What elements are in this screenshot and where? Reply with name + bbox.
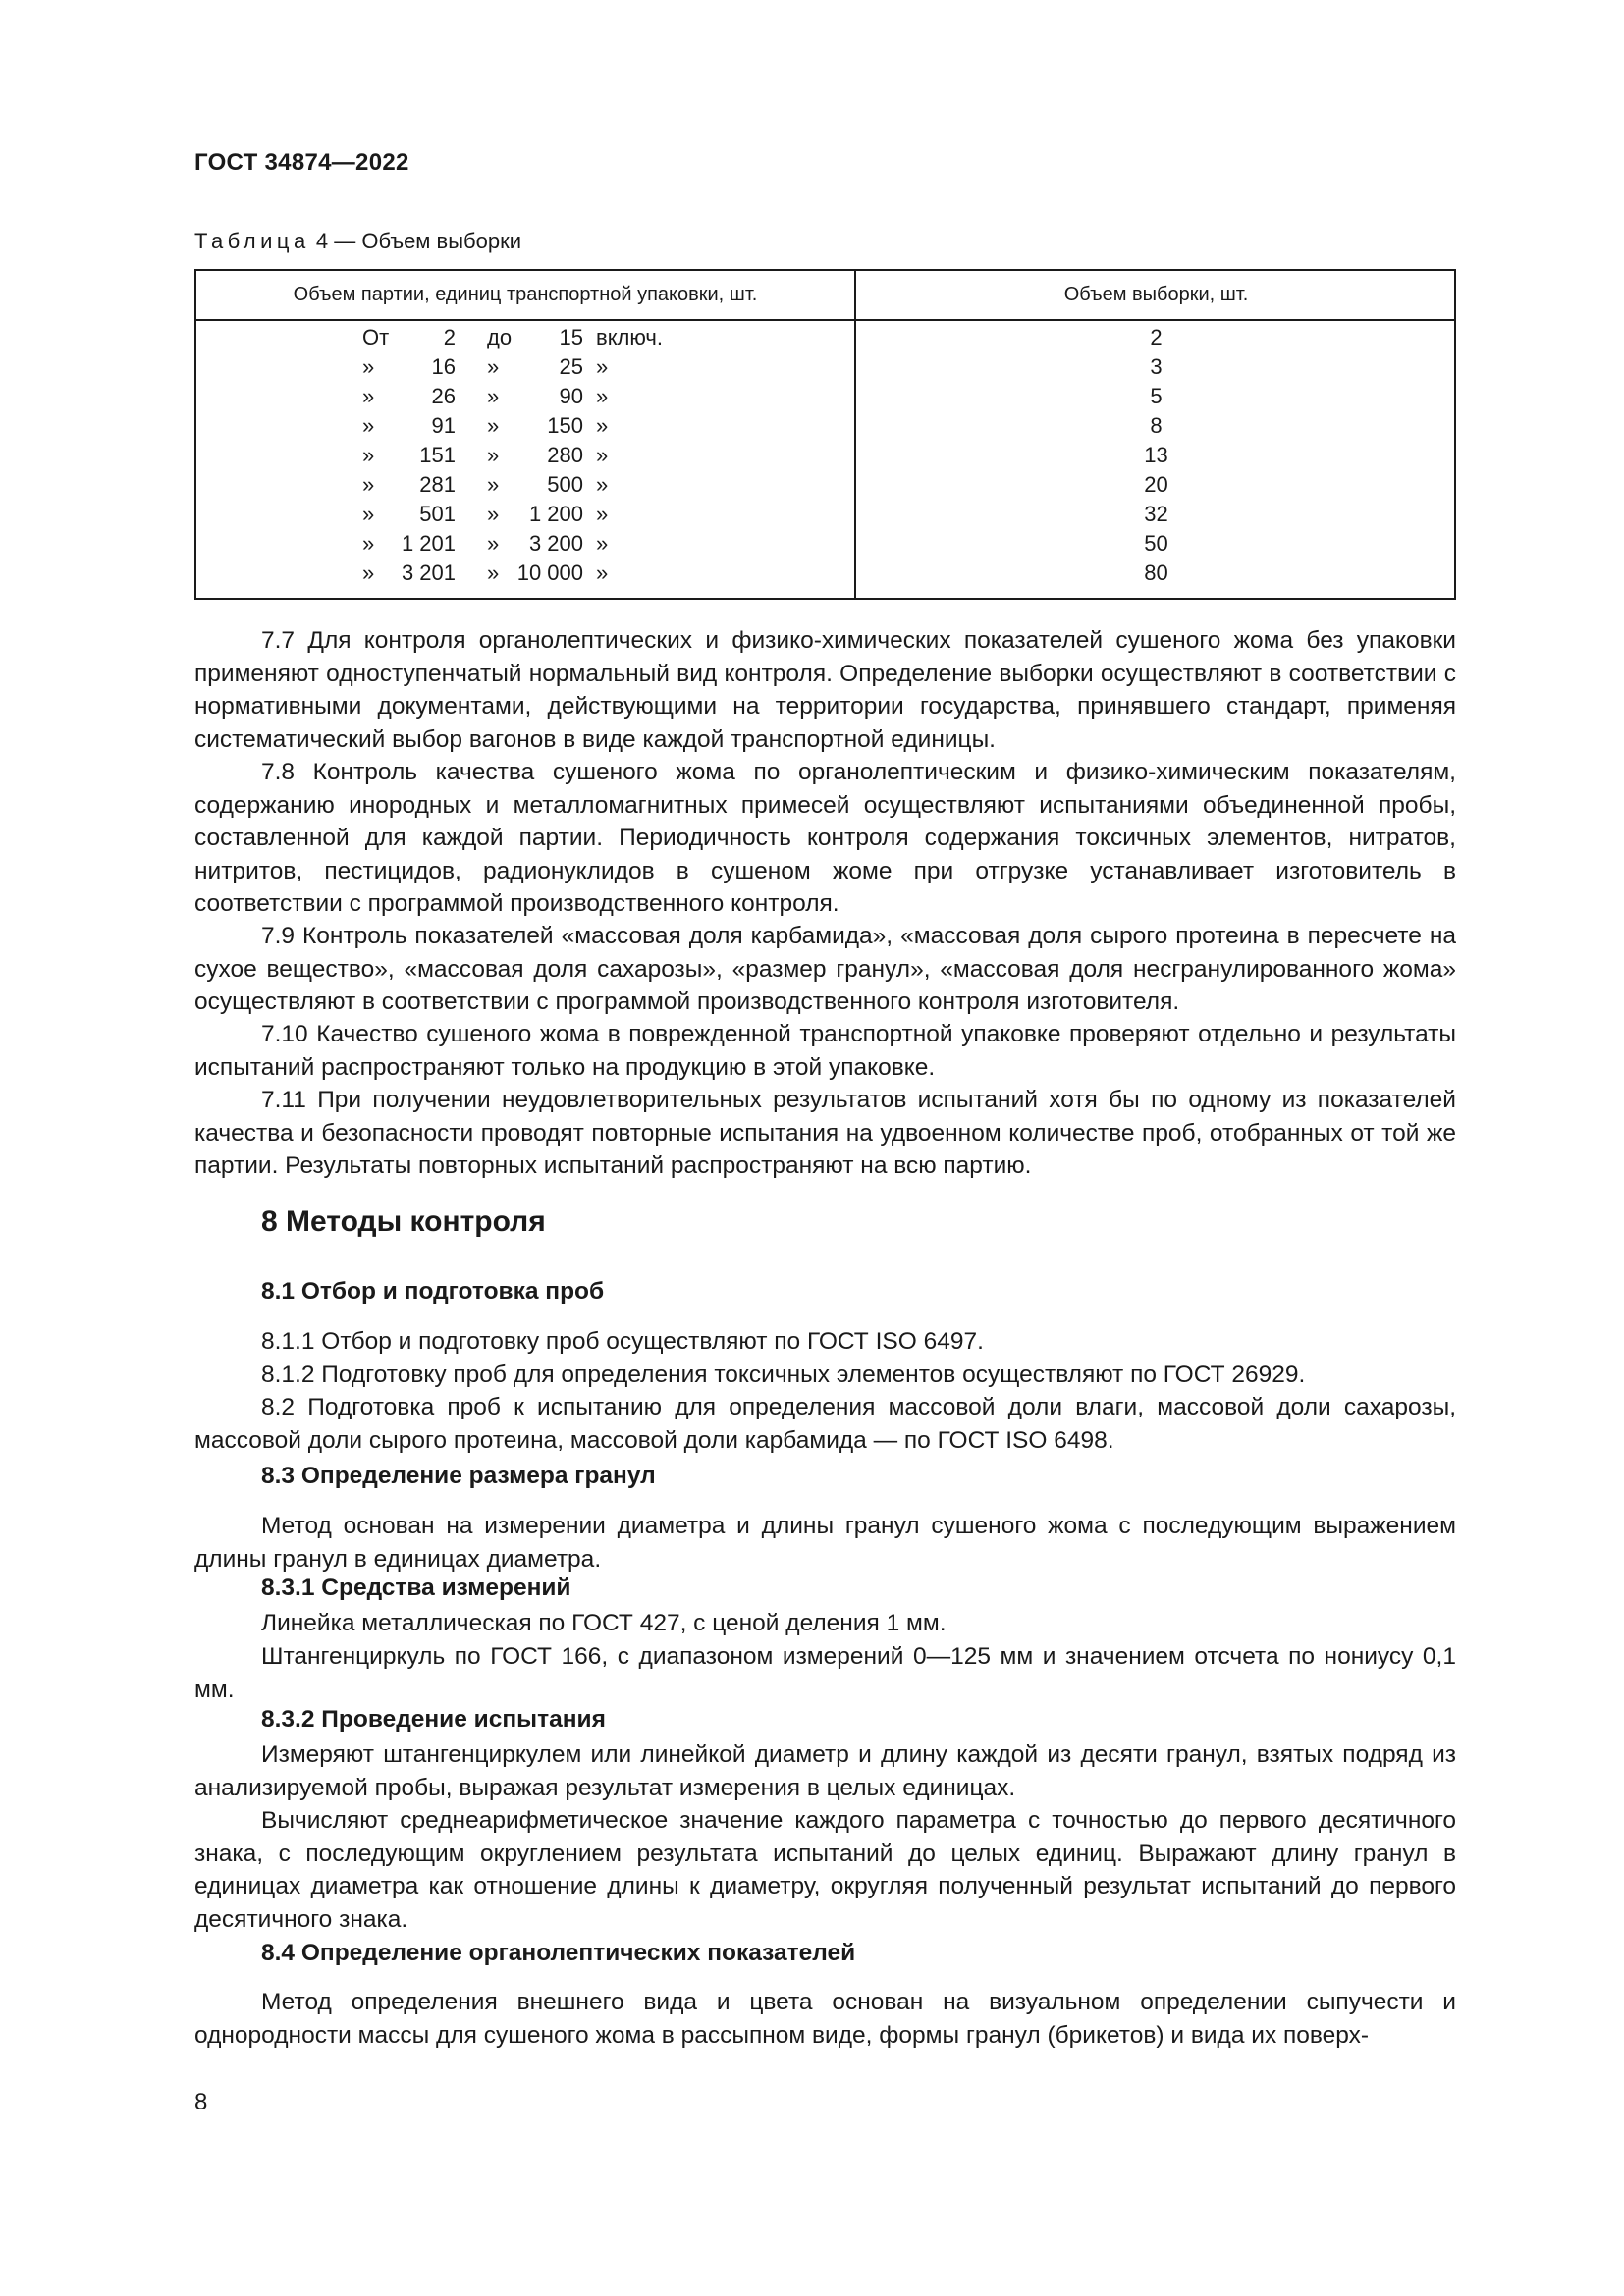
paragraph-measure: Измеряют штангенциркулем или линейкой диаметр и длину каждой из десяти гранул, взятых подряд из анализируемой пробы, выражая результат измерения в целых единицах. — [194, 1741, 1456, 1801]
table-row-range: » 91 » 150 » — [362, 413, 609, 438]
paragraph-8-2: 8.2 Подготовка проб к испытанию для определения массовой доли влаги, массовой доли сахарозы, массовой доли сырого протеина, массовой доли карбамида — по ГОСТ ISO 6498. — [194, 1394, 1456, 1454]
table-caption-title: 4 — Объем выборки — [309, 229, 522, 253]
table-row-sample: 80 — [1144, 561, 1168, 585]
table-row-range: » 1 201 » 3 200 » — [362, 531, 609, 556]
table-header-row — [196, 271, 1454, 321]
subheading-8-4: 8.4 Определение органолептических показателей — [261, 1940, 856, 1966]
paragraph-7-9: 7.9 Контроль показателей «массовая доля карбамида», «массовая доля сырого протеина в пересчете на сухое вещество», «массовая доля сахарозы», «размер гранул», «массовая доля несгранулированного жома» осуществляют в соответствии с программой производственного контроля изготовителя. — [194, 923, 1456, 1015]
paragraph-caliper: Штангенциркуль по ГОСТ 166, с диапазоном измерений 0—125 мм и значением отсчета по нониусу 0,1 мм. — [194, 1643, 1456, 1703]
table-caption-prefix: Таблица — [194, 229, 310, 253]
table-row-range: » 151 » 280 » — [362, 443, 609, 467]
table-row-sample: 13 — [1144, 443, 1168, 467]
paragraph-8-3-method: Метод основан на измерении диаметра и длины гранул сушеного жома с последующим выражением длины гранул в единицах диаметра. — [194, 1513, 1456, 1573]
header-sample-size: Объем выборки, шт. — [1063, 284, 1249, 305]
table-caption — [194, 229, 521, 254]
paragraph-8-1-2: 8.1.2 Подготовку проб для определения токсичных элементов осуществляют по ГОСТ 26929. — [261, 1362, 1306, 1388]
table-row-range: » 501 » 1 200 » — [362, 502, 609, 526]
paragraph-calc: Вычисляют среднеарифметическое значение каждого параметра с точностью до первого десятичного знака, с последующим округлением результата испытаний до целых единиц. Выражают длину гранул в единицах диаметра как отношение длины к диаметру, округляя полученный результат испытаний до первого десятичного знака. — [194, 1807, 1456, 1933]
subheading-8-3: 8.3 Определение размера гранул — [261, 1463, 656, 1489]
paragraph-7-8: 7.8 Контроль качества сушеного жома по органолептическим и физико-химическим показателям, содержанию инородных и металломагнитных примесей осуществляют испытаниями объединенной пробы, составленной для каждой партии. Периодичность контроля содержания токсичных элементов, нитратов, нитритов, пестицидов, радионуклидов в сушеном жоме при отгрузке устанавливает изготовитель в соответствии с программой производственного контроля. — [194, 759, 1456, 917]
table-row-sample: 20 — [1144, 472, 1168, 497]
paragraph-7-10: 7.10 Качество сушеного жома в поврежденной транспортной упаковке проверяют отдельно и результаты испытаний распространяют только на продукцию в этой упаковке. — [194, 1021, 1456, 1081]
page-number: 8 — [194, 2089, 208, 2115]
header-batch-size: Объем партии, единиц транспортной упаковки, шт. — [293, 284, 758, 305]
paragraph-8-1-1: 8.1.1 Отбор и подготовку проб осуществляют по ГОСТ ISO 6497. — [261, 1328, 984, 1355]
sample-size-table — [194, 269, 1456, 600]
table-row-sample: 8 — [1150, 413, 1163, 438]
table-row-range: От 2 до 15 включ. — [362, 325, 663, 349]
table-row-range: » 281 » 500 » — [362, 472, 609, 497]
paragraph-7-11: 7.11 При получении неудовлетворительных результатов испытаний хотя бы по одному из показателей качества и безопасности проводят повторные испытания на удвоенном количестве проб, отобранных от той же партии. Результаты повторных испытаний распространяют на всю партию. — [194, 1087, 1456, 1179]
table-row-sample: 5 — [1150, 384, 1163, 408]
table-row-sample: 32 — [1144, 502, 1168, 526]
table-row-range: » 3 201 » 10 000 » — [362, 561, 609, 585]
table-row-range: » 26 » 90 » — [362, 384, 609, 408]
table-row-sample: 2 — [1150, 325, 1163, 349]
paragraph-7-7: 7.7 Для контроля органолептических и физико-химических показателей сушеного жома без упаковки применяют одноступенчатый нормальный вид контроля. Определение выборки осуществляют в соответствии с нормативными документами, действующими на территории государства, принявшего стандарт, применяя систематический выбор вагонов в виде каждой транспортной единицы. — [194, 627, 1456, 753]
table-row-sample: 3 — [1150, 354, 1163, 379]
page-header: ГОСТ 34874—2022 — [194, 149, 409, 176]
subheading-8-3-2: 8.3.2 Проведение испытания — [261, 1706, 606, 1733]
table-row-range: » 16 » 25 » — [362, 354, 609, 379]
subheading-8-3-1: 8.3.1 Средства измерений — [261, 1575, 571, 1601]
section-heading-8: 8 Методы контроля — [261, 1205, 546, 1238]
table-row-sample: 50 — [1144, 531, 1168, 556]
paragraph-ruler: Линейка металлическая по ГОСТ 427, с ценой деления 1 мм. — [261, 1610, 947, 1636]
paragraph-8-4: Метод определения внешнего вида и цвета основан на визуальном определении сыпучести и однородности массы для сушеного жома в рассыпном виде, формы гранул (брикетов) и вида их поверх- — [194, 1989, 1456, 2049]
subheading-8-1: 8.1 Отбор и подготовка проб — [261, 1278, 605, 1305]
